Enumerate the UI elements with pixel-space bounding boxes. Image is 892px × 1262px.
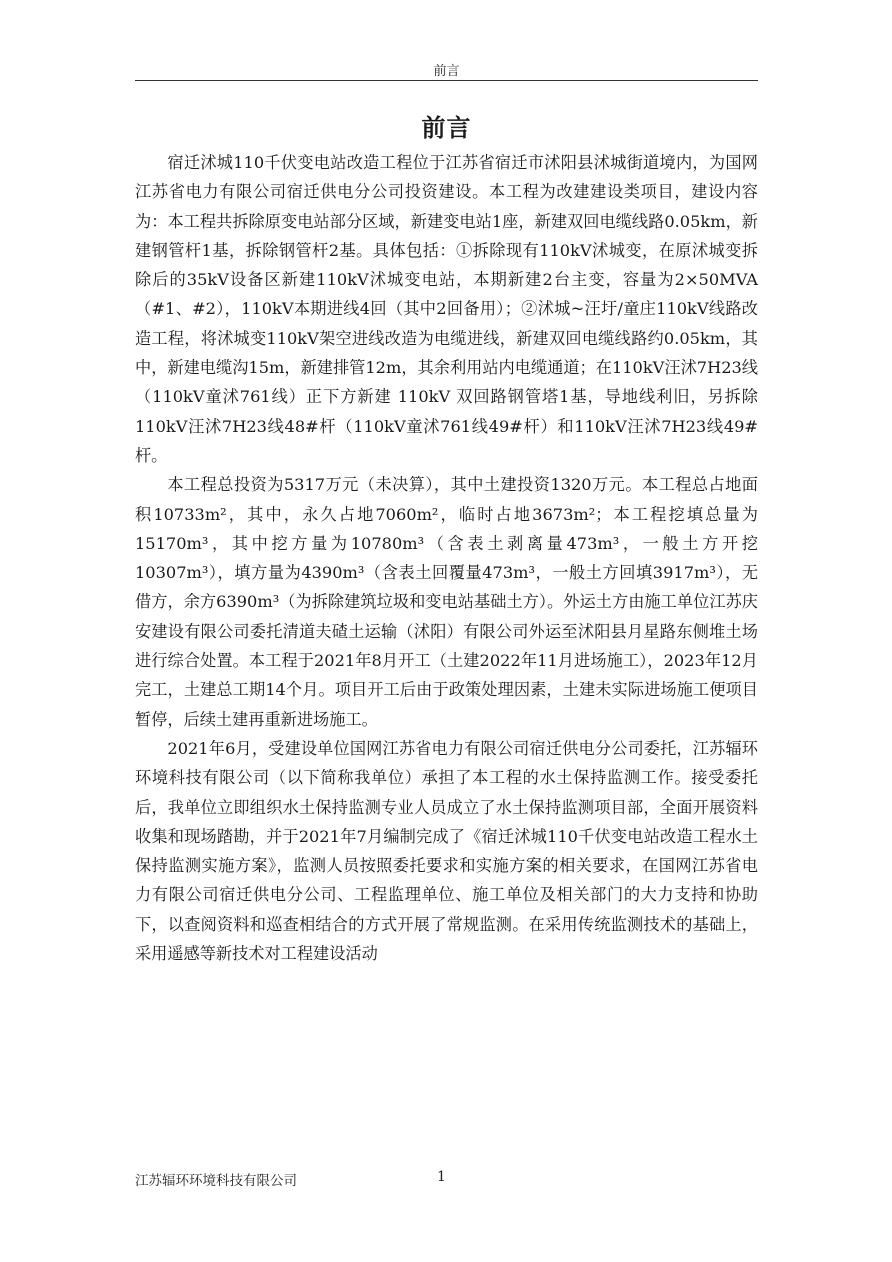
running-header: 前言: [433, 64, 460, 79]
page-number: 1: [437, 1169, 446, 1185]
header-divider: [135, 80, 758, 81]
paragraph-monitoring-work: 2021年6月，受建设单位国网江苏省电力有限公司宿迁供电分公司委托，江苏辐环环境科技有限公司（以下简称我单位）承担了本工程的水土保持监测工作。接受委托后，我单位立即组织水土保持监测专业人员成立了水土保持监测项目部，全面开展资料收集和现场踏勘，并于2021年7月编制完成了《宿迁沭城110千伏变电站改造工程水土保持监测实施方案》，监测人员按照委托要求和实施方案的相关要求，在国网江苏省电力有限公司宿迁供电分公司、工程监理单位、施工单位及相关部门的大力支持和协助下，以查阅资料和巡查相结合的方式开展了常规监测。在采用传统监测技术的基础上，采用遥感等新技术对工程建设活动: [135, 738, 758, 964]
paragraph-investment-earthwork: 本工程总投资为5317万元（未决算），其中土建投资1320万元。本工程总占地面积10733m²，其中，永久占地7060m²，临时占地3673m²；本工程挖填总量为15170m³，其中挖方量为10780m³（含表土剥离量473m³，一般土方开挖10307m³），填方量为4390m³（含表土回覆量473m³，一般土方回填3917m³），无借方，余方6390m³（为拆除建筑垃圾和变电站基础土方）。外运土方由施工单位江苏庆安建设有限公司委托清道夫碴土运输（沭阳）有限公司外运至沭阳县月星路东侧堆土场进行综合处置。本工程于2021年8月开工（土建2022年11月进场施工），2023年12月完工，土建总工期14个月。项目开工后由于政策处理因素，土建未实际进场施工便项目暂停，后续土建再重新进场施工。: [135, 475, 759, 729]
page-title: 前言: [421, 113, 472, 142]
paragraph-project-overview: 宿迁沭城110千伏变电站改造工程位于江苏省宿迁市沭阳县沭城街道境内，为国网江苏省电力有限公司宿迁供电分公司投资建设。本工程为改建建设类项目，建设内容为：本工程共拆除原变电站部分区域，新建变电站1座，新建双回电缆线路0.05km，新建钢管杆1基，拆除钢管杆2基。具体包括：①拆除现有110kV沭城变，在原沭城变拆除后的35kV设备区新建110kV沭城变电站，本期新建2台主变，容量为2×50MVA（#1、#2），110kV本期进线4回（其中2回备用）；②沭城~汪圩/童庄110kV线路改造工程，将沭城变110kV架空进线改造为电缆进线，新建双回电缆线路约0.05km，其中，新建电缆沟15m，新建排管12m，其余利用站内电缆通道；在110kV汪沭7H23线（110kV童沭761线）正下方新建 110kV 双回路钢管塔1基，导地线利旧，另拆除110kV汪沭7H23线48#杆（110kV童沭761线49#杆）和110kV汪沭7H23线49#杆。: [135, 153, 758, 465]
body-text: [135, 148, 758, 968]
footer-company: 江苏辐环环境科技有限公司: [135, 1173, 297, 1189]
